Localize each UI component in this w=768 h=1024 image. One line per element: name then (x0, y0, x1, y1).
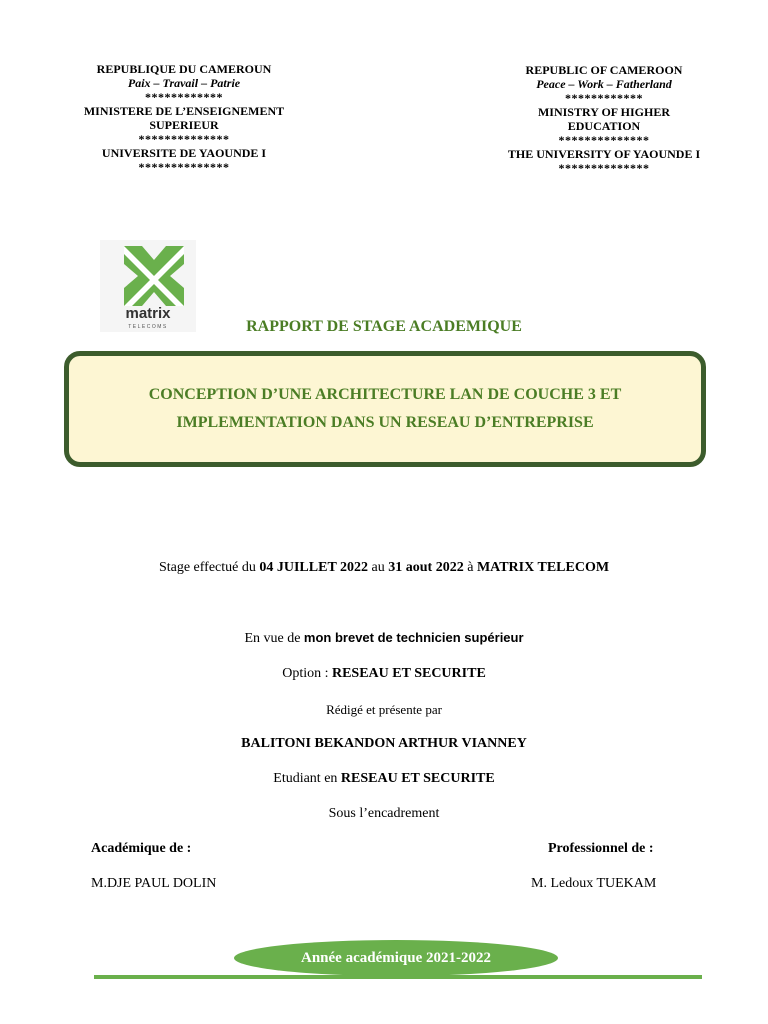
professional-supervisor-name: M. Ledoux TUEKAM (531, 876, 657, 891)
country-name-en: REPUBLIC OF CAMEROON (525, 63, 683, 77)
header-right (488, 63, 720, 175)
separator-stars: ************** (138, 160, 230, 174)
university-en: THE UNIVERSITY OF YAOUNDE I (507, 147, 701, 161)
separator-stars: ************ (145, 90, 223, 104)
written-by-line: Rédigé et présente par (326, 702, 442, 717)
student-name: BALITONI BEKANDON ARTHUR VIANNEY (241, 736, 527, 751)
university-fr: UNIVERSITE DE YAOUNDE I (101, 146, 267, 160)
ministry-fr-line1: MINISTERE DE L’ENSEIGNEMENT (83, 104, 285, 118)
academic-year-text: Année académique 2021-2022 (301, 949, 491, 966)
separator-stars: ************** (558, 161, 650, 175)
degree-name: mon brevet de technicien supérieur (303, 630, 524, 645)
academic-supervisor-name: M.DJE PAUL DOLIN (91, 876, 217, 891)
option-value: RESEAU ET SECURITE (331, 666, 486, 681)
title-line2: IMPLEMENTATION DANS UN RESEAU D’ENTREPRISE (176, 414, 594, 431)
stage-period-line: Stage effectué du 04 JUILLET 2022 au 31 aout 2022 à MATRIX TELECOM (158, 560, 610, 575)
report-type-heading: RAPPORT DE STAGE ACADEMIQUE (246, 318, 522, 335)
academic-year-badge (234, 940, 558, 976)
company-name: MATRIX TELECOM (476, 560, 610, 575)
separator-stars: ************ (565, 91, 643, 105)
motto-fr: Paix – Travail – Patrie (127, 76, 241, 90)
student-field: RESEAU ET SECURITE (340, 771, 495, 786)
student-field-line: Etudiant en RESEAU ET SECURITE (273, 771, 495, 786)
title-line1: CONCEPTION D’UNE ARCHITECTURE LAN DE COUCHE 3 ET (148, 386, 622, 403)
ministry-en-line2: EDUCATION (567, 119, 641, 133)
ministry-en-line1: MINISTRY OF HIGHER (537, 105, 671, 119)
ministry-fr-line2: SUPERIEUR (149, 118, 219, 132)
header-left (60, 62, 308, 174)
academic-supervisor-label: Académique de : (91, 841, 192, 856)
supervision-line: Sous l’encadrement (328, 806, 440, 821)
stage-start-date: 04 JUILLET 2022 (259, 560, 369, 575)
separator-stars: ************** (558, 133, 650, 147)
report-title-box (64, 351, 706, 467)
separator-stars: ************** (138, 132, 230, 146)
logo-wordmark: matrix (125, 305, 171, 322)
logo-tagline: TELECOMS (128, 324, 168, 330)
stage-end-date: 31 aout 2022 (388, 560, 464, 575)
professional-supervisor-label: Professionnel de : (548, 841, 654, 856)
degree-line: En vue de mon brevet de technicien supérieur (244, 630, 524, 646)
country-name-fr: REPUBLIQUE DU CAMEROUN (96, 62, 272, 76)
motto-en: Peace – Work – Fatherland (536, 77, 672, 91)
option-line: Option : RESEAU ET SECURITE (282, 666, 486, 681)
